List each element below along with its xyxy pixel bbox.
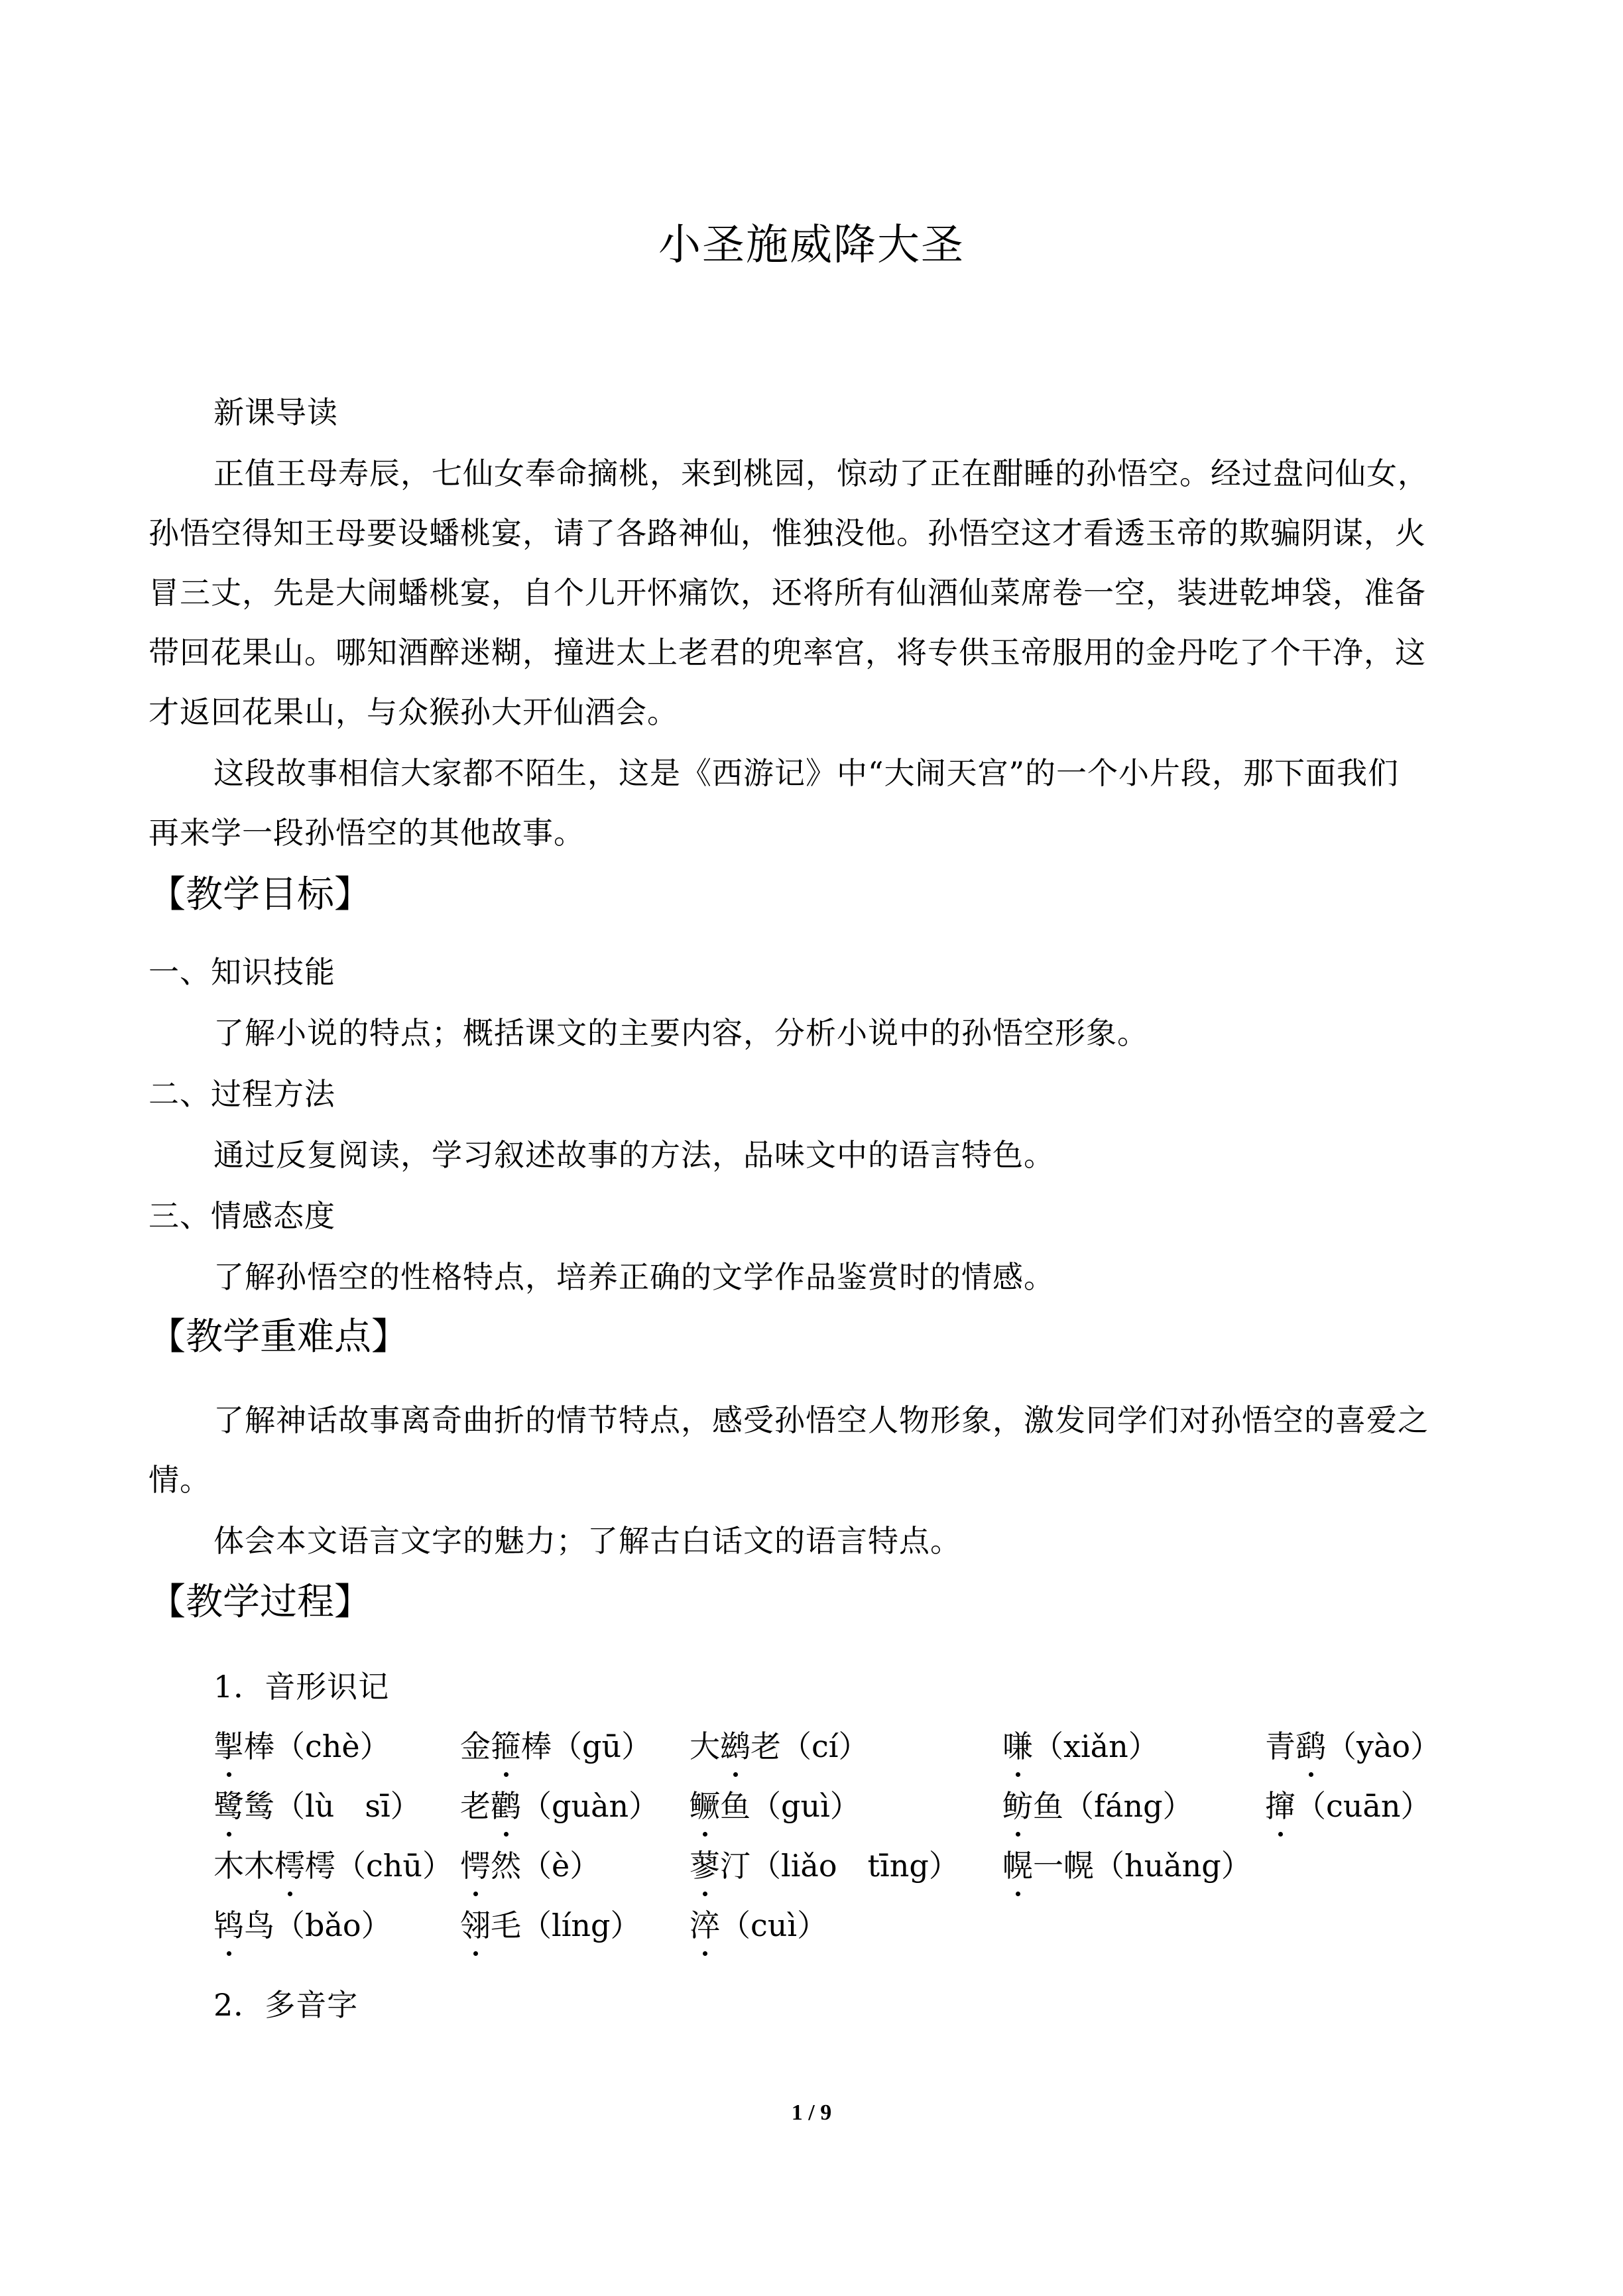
key-points-line: 情。	[149, 1462, 211, 1498]
vocab-item	[690, 1842, 959, 1886]
dotted-char: 鹳	[491, 1782, 521, 1826]
key-points-line: 了解神话故事离奇曲折的情节特点，感受孙悟空人物形象，激发同学们对孙悟空的喜爱之	[213, 1402, 1429, 1438]
objective-label: 一、知识技能	[149, 954, 335, 990]
vocab-reading: 汀（liǎo tīng）	[720, 1848, 959, 1884]
vocab-item	[1265, 1722, 1441, 1766]
dotted-char: 鳜	[690, 1782, 720, 1826]
vocab-reading: （guàn）	[521, 1788, 660, 1824]
vocab-item	[1265, 1782, 1431, 1826]
dotted-char: 掣	[213, 1722, 244, 1766]
dotted-char: 鹞	[1295, 1722, 1326, 1766]
dotted-char: 嗛	[1002, 1722, 1033, 1766]
vocab-prefix: 大	[690, 1728, 720, 1764]
vocab-reading: 鸶（lù sī）	[244, 1788, 421, 1824]
document-title: 小圣施威降大圣	[658, 221, 965, 270]
page-number: 1 / 9	[791, 2100, 832, 2125]
vocab-item	[213, 1842, 453, 1886]
dotted-char: 蓼	[690, 1842, 720, 1886]
dotted-char: 箍	[491, 1722, 521, 1766]
vocab-reading: 一幌（huǎng）	[1033, 1848, 1252, 1884]
dotted-char: 幌	[1002, 1842, 1033, 1886]
vocab-reading: （yào）	[1326, 1728, 1441, 1764]
dotted-char: 鲂	[1002, 1782, 1033, 1826]
objective-text: 通过反复阅读，学习叙述故事的方法，品味文中的语言特色。	[213, 1137, 1055, 1173]
objective-label: 三、情感态度	[149, 1198, 335, 1234]
vocab-reading: 鸟（bǎo）	[244, 1907, 392, 1943]
key-points-line: 体会本文语言文字的魅力；了解古白话文的语言特点。	[213, 1523, 961, 1559]
objective-text: 了解小说的特点；概括课文的主要内容，分析小说中的孙悟空形象。	[213, 1015, 1148, 1051]
intro-paragraph-line: 孙悟空得知王母要设蟠桃宴，请了各路神仙，惟独没他。孙悟空这才看透玉帝的欺骗阴谋，火	[149, 515, 1426, 551]
process-heading: 【教学过程】	[149, 1581, 371, 1624]
intro-paragraph-line: 带回花果山。哪知酒醉迷糊，撞进太上老君的兜率宫，将专供玉帝服用的金丹吃了个干净，这	[149, 634, 1426, 670]
vocab-reading: 樗（chū）	[305, 1848, 453, 1884]
vocab-item	[690, 1782, 861, 1826]
process-subheading: 2．多音字	[213, 1987, 359, 2023]
vocab-reading: （cuì）	[720, 1907, 828, 1943]
vocab-reading: （cuān）	[1295, 1788, 1431, 1824]
dotted-char: 樗	[274, 1842, 305, 1886]
vocab-prefix: 老	[460, 1788, 491, 1824]
dotted-char: 愕	[460, 1842, 491, 1886]
vocab-reading: 棒（gū）	[521, 1728, 652, 1764]
intro-heading: 新课导读	[213, 394, 338, 430]
vocab-item	[690, 1902, 827, 1945]
vocab-reading: 棒（chè）	[244, 1728, 391, 1764]
vocab-prefix: 木木	[213, 1848, 274, 1884]
dotted-char: 淬	[690, 1902, 720, 1945]
intro-paragraph-line: 再来学一段孙悟空的其他故事。	[149, 815, 585, 851]
vocab-item	[213, 1722, 391, 1766]
key-points-heading: 【教学重难点】	[149, 1315, 408, 1359]
vocab-item	[1002, 1782, 1193, 1826]
vocab-prefix: 青	[1265, 1728, 1295, 1764]
dotted-char: 鸨	[213, 1902, 244, 1945]
vocab-item	[213, 1782, 421, 1826]
vocab-item	[1002, 1842, 1252, 1886]
intro-paragraph-line: 正值王母寿辰，七仙女奉命摘桃，来到桃园，惊动了正在酣睡的孙悟空。经过盘问仙女，	[213, 455, 1429, 491]
vocab-item	[1002, 1722, 1159, 1766]
vocab-reading: 鱼（fáng）	[1033, 1788, 1193, 1824]
vocab-item	[690, 1722, 869, 1766]
vocab-item	[460, 1842, 600, 1886]
dotted-char: 鹭	[213, 1782, 244, 1826]
objective-label: 二、过程方法	[149, 1076, 335, 1112]
vocab-reading: 老（cí）	[751, 1728, 869, 1764]
vocab-reading: 然（è）	[491, 1848, 601, 1884]
vocab-prefix: 金	[460, 1728, 491, 1764]
intro-paragraph-line: 这段故事相信大家都不陌生，这是《西游记》中“大闹天宫”的一个小片段，那下面我们	[213, 755, 1400, 791]
dotted-char: 翎	[460, 1902, 491, 1945]
dotted-char: 撺	[1265, 1782, 1295, 1826]
vocab-reading: 鱼（guì）	[720, 1788, 861, 1824]
objectives-heading: 【教学目标】	[149, 873, 371, 916]
intro-paragraph-line: 才返回花果山，与众猴孙大开仙酒会。	[149, 694, 678, 730]
intro-paragraph-line: 冒三丈，先是大闹蟠桃宴，自个儿开怀痛饮，还将所有仙酒仙菜席卷一空，装进乾坤袋，准备	[149, 575, 1426, 611]
vocab-item	[460, 1782, 659, 1826]
objective-text: 了解孙悟空的性格特点，培养正确的文学作品鉴赏时的情感。	[213, 1259, 1055, 1295]
vocab-reading: 毛（líng）	[491, 1907, 641, 1943]
dotted-char: 鹚	[720, 1722, 751, 1766]
process-subheading: 1．音形识记	[213, 1669, 390, 1705]
vocab-item	[460, 1722, 652, 1766]
vocab-item	[460, 1902, 641, 1945]
vocab-reading: （xiǎn）	[1033, 1728, 1159, 1764]
vocab-item	[213, 1902, 392, 1945]
